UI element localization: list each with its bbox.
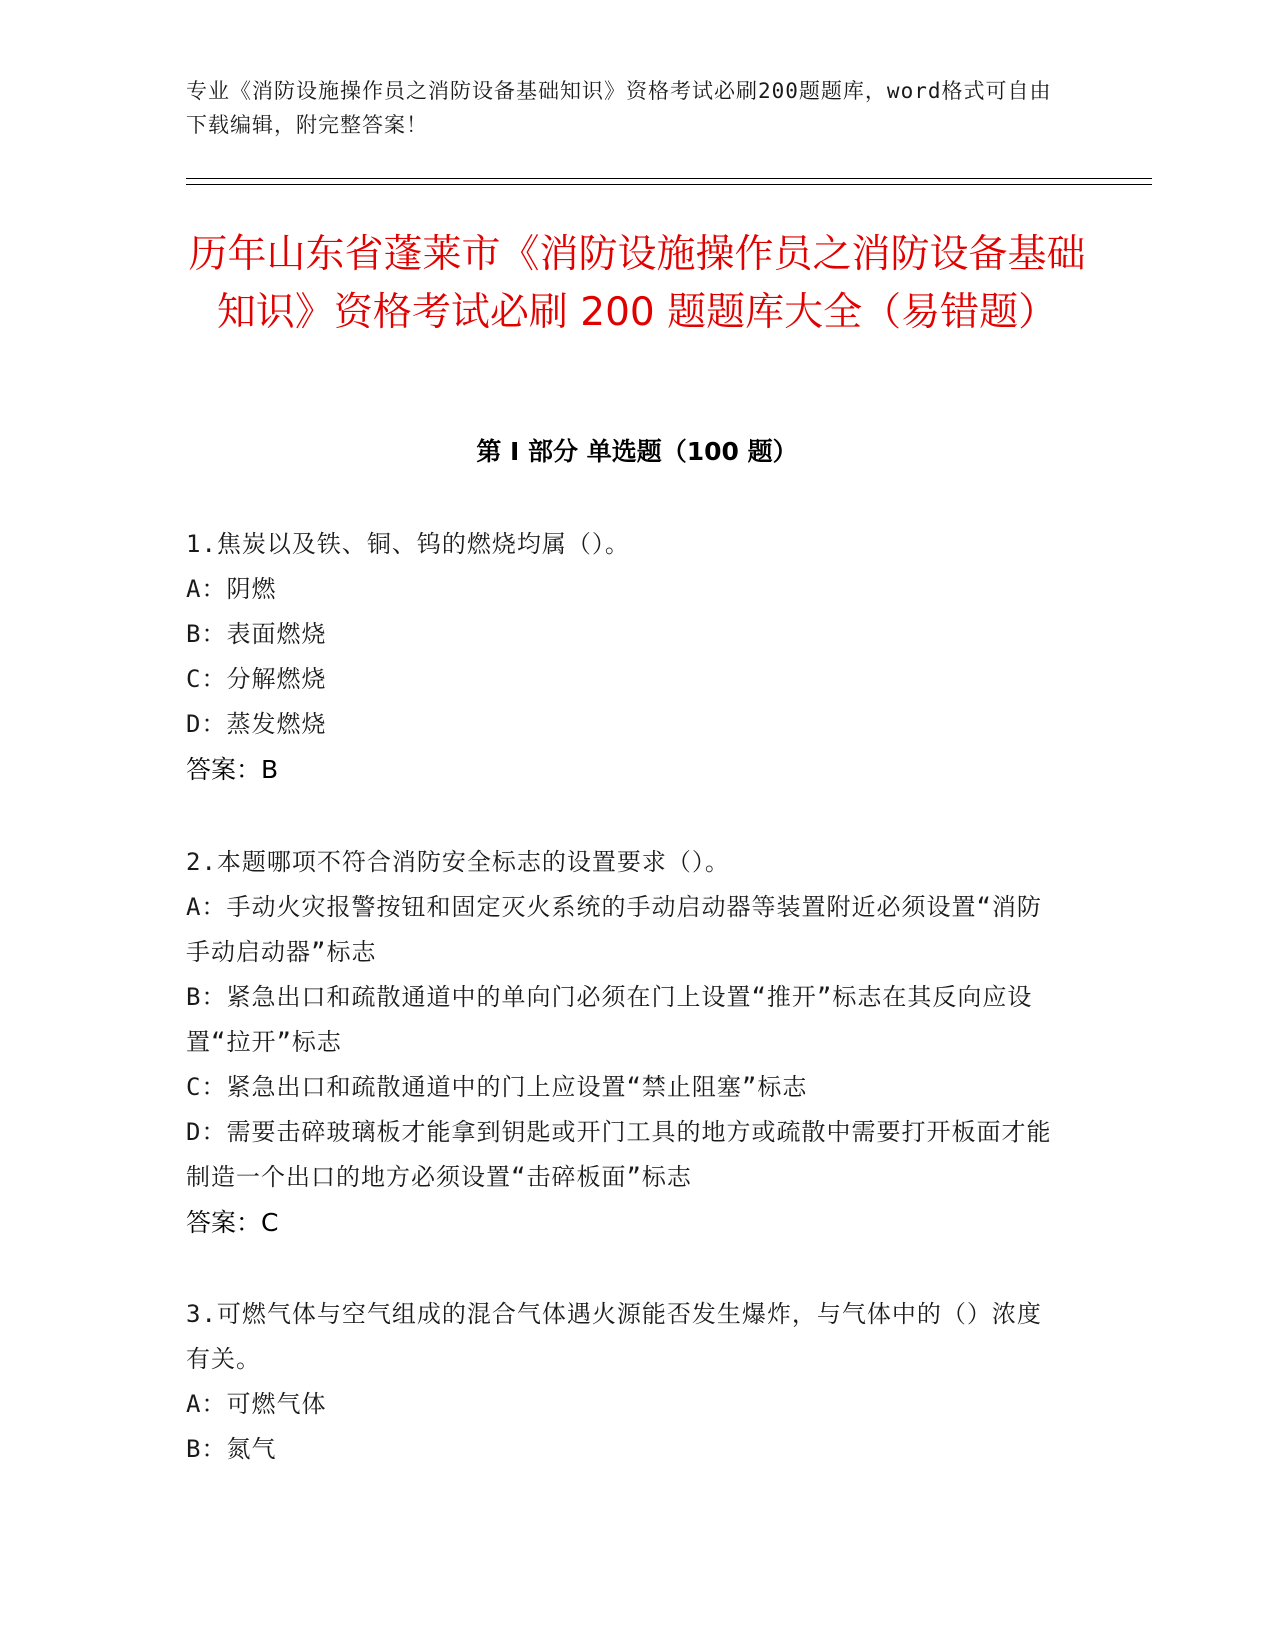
header-rule-bottom [186, 184, 1152, 185]
question-stem: 3.可燃气体与空气组成的混合气体遇火源能否发生爆炸，与气体中的（）浓度有关。 [186, 1300, 1042, 1373]
answer-line: 答案：B [186, 755, 279, 784]
question-1 [186, 522, 1066, 792]
question-stem: 1.焦炭以及铁、铜、钨的燃烧均属（）。 [186, 530, 630, 558]
option-b: B：紧急出口和疏散通道中的单向门必须在门上设置“推开”标志在其反向应设置“拉开”标志 [186, 983, 1033, 1056]
option-c: C：紧急出口和疏散通道中的门上应设置“禁止阻塞”标志 [186, 1073, 808, 1101]
header-rule-top [186, 178, 1152, 179]
option-c: C：分解燃烧 [186, 665, 327, 693]
question-stem: 2.本题哪项不符合消防安全标志的设置要求（）。 [186, 848, 730, 876]
question-2 [186, 840, 1066, 1245]
section-title: 第 I 部分 单选题（100 题） [476, 437, 798, 466]
option-a: A：手动火灾报警按钮和固定灭火系统的手动启动器等装置附近必须设置“消防手动启动器”标志 [186, 893, 1042, 966]
option-a: A：可燃气体 [186, 1390, 327, 1418]
option-b: B：氮气 [186, 1435, 277, 1463]
question-3 [186, 1292, 1066, 1472]
option-b: B：表面燃烧 [186, 620, 327, 648]
header-note: 专业《消防设施操作员之消防设备基础知识》资格考试必刷200题题库，word格式可自由下载编辑，附完整答案！ [186, 79, 1052, 137]
answer-line: 答案：C [186, 1208, 279, 1237]
option-d: D：需要击碎玻璃板才能拿到钥匙或开门工具的地方或疏散中需要打开板面才能制造一个出口的地方必须设置“击碎板面”标志 [186, 1118, 1052, 1191]
option-d: D：蒸发燃烧 [186, 710, 327, 738]
option-a: A：阴燃 [186, 575, 277, 603]
document-title: 历年山东省蓬莱市《消防设施操作员之消防设备基础知识》资格考试必刷 200 题题库大全（易错题） [188, 232, 1086, 335]
